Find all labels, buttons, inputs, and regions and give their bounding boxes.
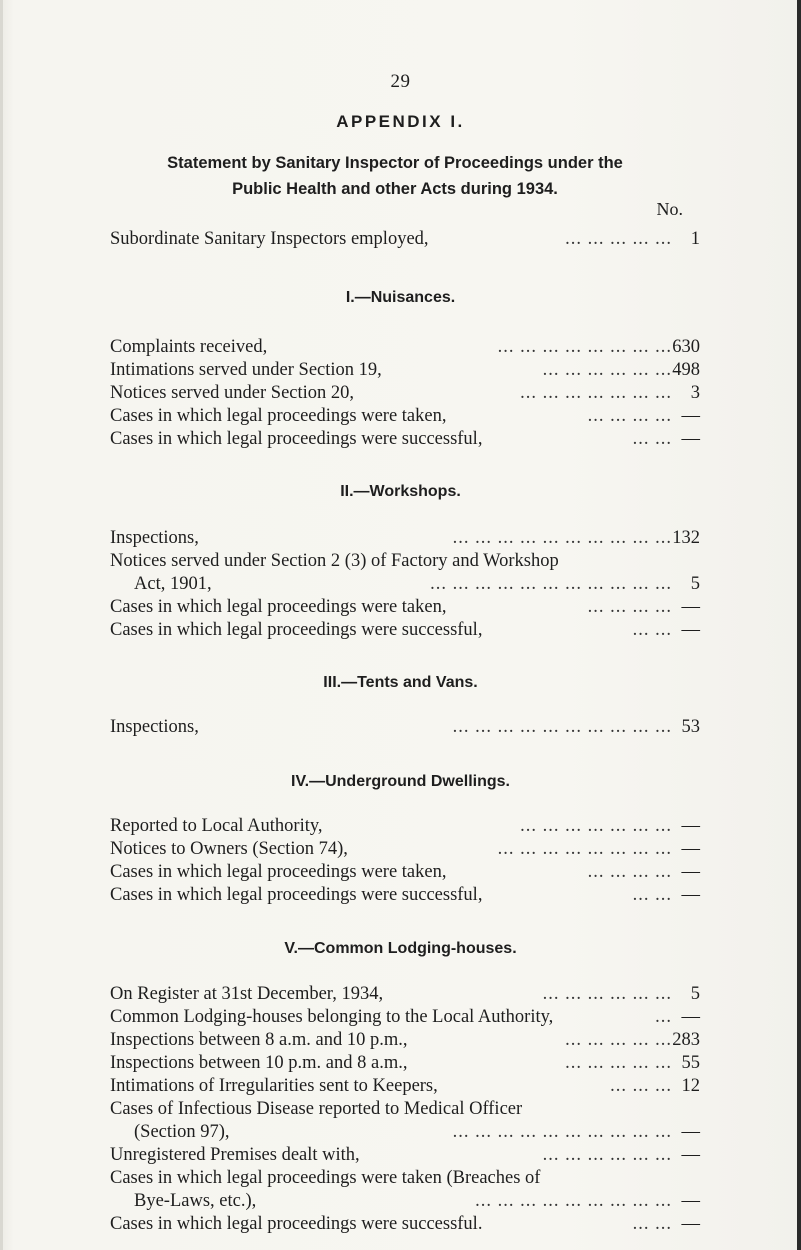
table-row [110,1189,700,1213]
row-label: Unregistered Premises dealt with, [110,1145,360,1165]
row-value: — [681,839,700,859]
table-row [110,526,700,550]
row-value: 3 [690,383,700,403]
statement-title-line-2: Public Health and other Acts during 1934. [232,180,558,198]
section-heading-nuisances: I.—Nuisances. [345,289,456,306]
leader-dots: ... ... ... ... ... ... ... ... ... ... [452,1122,672,1142]
row-label: Cases in which legal proceedings were taken (Breaches of [110,1168,541,1188]
row-label: Cases in which legal proceedings were successful, [110,429,483,449]
row-value: 1 [690,229,700,249]
row-value: — [681,885,700,905]
statement-title-line-1: Statement by Sanitary Inspector of Proceedings under the [167,154,623,172]
table-row [110,618,700,642]
table-row [110,1074,700,1098]
leader-dots: ... ... ... ... [587,406,672,426]
leader-dots: ... ... ... ... [587,597,672,617]
row-label: Complaints received, [110,337,268,357]
table-row [110,595,700,619]
table-row [110,1212,700,1236]
row-label: Cases of Infectious Disease reported to Medical Officer [110,1099,523,1119]
leader-dots: ... ... ... ... ... ... ... [520,816,672,836]
row-value: — [681,1214,700,1234]
row-label: Inspections, [110,528,199,548]
leader-dots: ... ... [632,885,672,905]
row-value: 12 [681,1076,700,1096]
row-label: (Section 97), [134,1122,230,1142]
table-row [110,814,700,838]
row-label: Inspections, [110,717,199,737]
row-value: — [681,862,700,882]
table-row [110,982,700,1006]
row-label: Reported to Local Authority, [110,816,323,836]
row-label: Cases in which legal proceedings were taken, [110,597,447,617]
table-row [110,1166,700,1190]
row-label: Notices to Owners (Section 74), [110,839,348,859]
leader-dots: ... ... ... ... ... ... ... ... ... ... [452,717,672,737]
table-row [110,381,700,405]
leader-dots: ... ... [632,429,672,449]
row-label: Act, 1901, [134,574,212,594]
page-left-edge [0,0,3,1250]
row-label: Notices served under Section 2 (3) of Factory and Workshop [110,551,559,571]
row-value: 5 [690,574,700,594]
section-heading-underground-dwellings: IV.—Underground Dwellings. [291,773,510,790]
row-label: Common Lodging-houses belonging to the Local Authority, [110,1007,554,1027]
statement-title [90,150,700,202]
table-row [110,1120,700,1144]
table-row [110,427,700,451]
table-row [110,1097,700,1121]
leader-dots: ... ... ... ... ... [565,1030,672,1050]
row-value: 630 [672,337,700,357]
row-value: 283 [672,1030,700,1050]
row-value: 132 [672,528,700,548]
leader-dots: ... ... ... ... ... ... ... ... ... ... [452,528,672,548]
table-row [110,1005,700,1029]
row-value: — [681,816,700,836]
table-row [110,335,700,359]
leader-dots: ... ... ... [610,1076,672,1096]
table-row [110,837,700,861]
row-label: Inspections between 8 a.m. and 10 p.m., [110,1030,408,1050]
row-value: — [681,1007,700,1027]
table-row [110,860,700,884]
row-label: Inspections between 10 p.m. and 8 a.m., [110,1053,408,1073]
table-row [110,715,700,739]
appendix-title: APPENDIX I. [336,112,465,131]
row-value: 5 [690,984,700,1004]
row-label: Notices served under Section 20, [110,383,355,403]
table-row [110,883,700,907]
row-label: Cases in which legal proceedings were successful, [110,620,483,640]
row-label: Intimations of Irregularities sent to Keepers, [110,1076,438,1096]
intro-row [110,227,700,251]
row-value: 498 [672,360,700,380]
leader-dots: ... [655,1007,672,1027]
leader-dots: ... ... [632,1214,672,1234]
leader-dots: ... ... ... ... ... ... [542,984,672,1004]
leader-dots: ... ... ... ... ... ... ... ... [497,839,672,859]
table-row [110,1143,700,1167]
row-label: On Register at 31st December, 1934, [110,984,384,1004]
table-row [110,1051,700,1075]
page-number: 29 [390,71,411,92]
row-label: Cases in which legal proceedings were successful. [110,1214,483,1234]
table-row [110,549,700,573]
row-value: — [681,406,700,426]
table-row [110,358,700,382]
section-heading-common-lodging-houses: V.—Common Lodging-houses. [284,940,517,957]
row-label: Bye-Laws, etc.), [134,1191,257,1211]
section-heading-tents-and-vans: III.—Tents and Vans. [323,674,478,691]
leader-dots: ... ... ... ... ... ... ... ... ... [475,1191,672,1211]
row-value: 55 [681,1053,700,1073]
row-label: Cases in which legal proceedings were taken, [110,406,447,426]
row-label: Cases in which legal proceedings were successful, [110,885,483,905]
leader-dots: ... ... ... ... ... ... ... ... [497,337,672,357]
leader-dots: ... ... ... ... ... ... [542,360,672,380]
leader-dots: ... ... ... ... ... ... ... [520,383,672,403]
table-row [110,404,700,428]
section-heading-workshops: II.—Workshops. [340,483,461,500]
row-value: 53 [681,717,700,737]
row-value: — [681,597,700,617]
table-row [110,1028,700,1052]
row-label: Cases in which legal proceedings were taken, [110,862,447,882]
column-header-no: No. [656,199,683,219]
leader-dots: ... ... ... ... ... [565,1053,672,1073]
row-label: Subordinate Sanitary Inspectors employed, [110,229,429,249]
table-row [110,572,700,596]
leader-dots: ... ... [632,620,672,640]
row-value: — [681,429,700,449]
row-value: — [681,1191,700,1211]
leader-dots: ... ... ... ... ... ... [542,1145,672,1165]
row-value: — [681,1122,700,1142]
leader-dots: ... ... ... ... [587,862,672,882]
leader-dots: ... ... ... ... ... [565,229,672,249]
page-right-edge [797,0,801,1250]
row-value: — [681,620,700,640]
leader-dots: ... ... ... ... ... ... ... ... ... ... ... [430,574,672,594]
row-value: — [681,1145,700,1165]
row-label: Intimations served under Section 19, [110,360,382,380]
